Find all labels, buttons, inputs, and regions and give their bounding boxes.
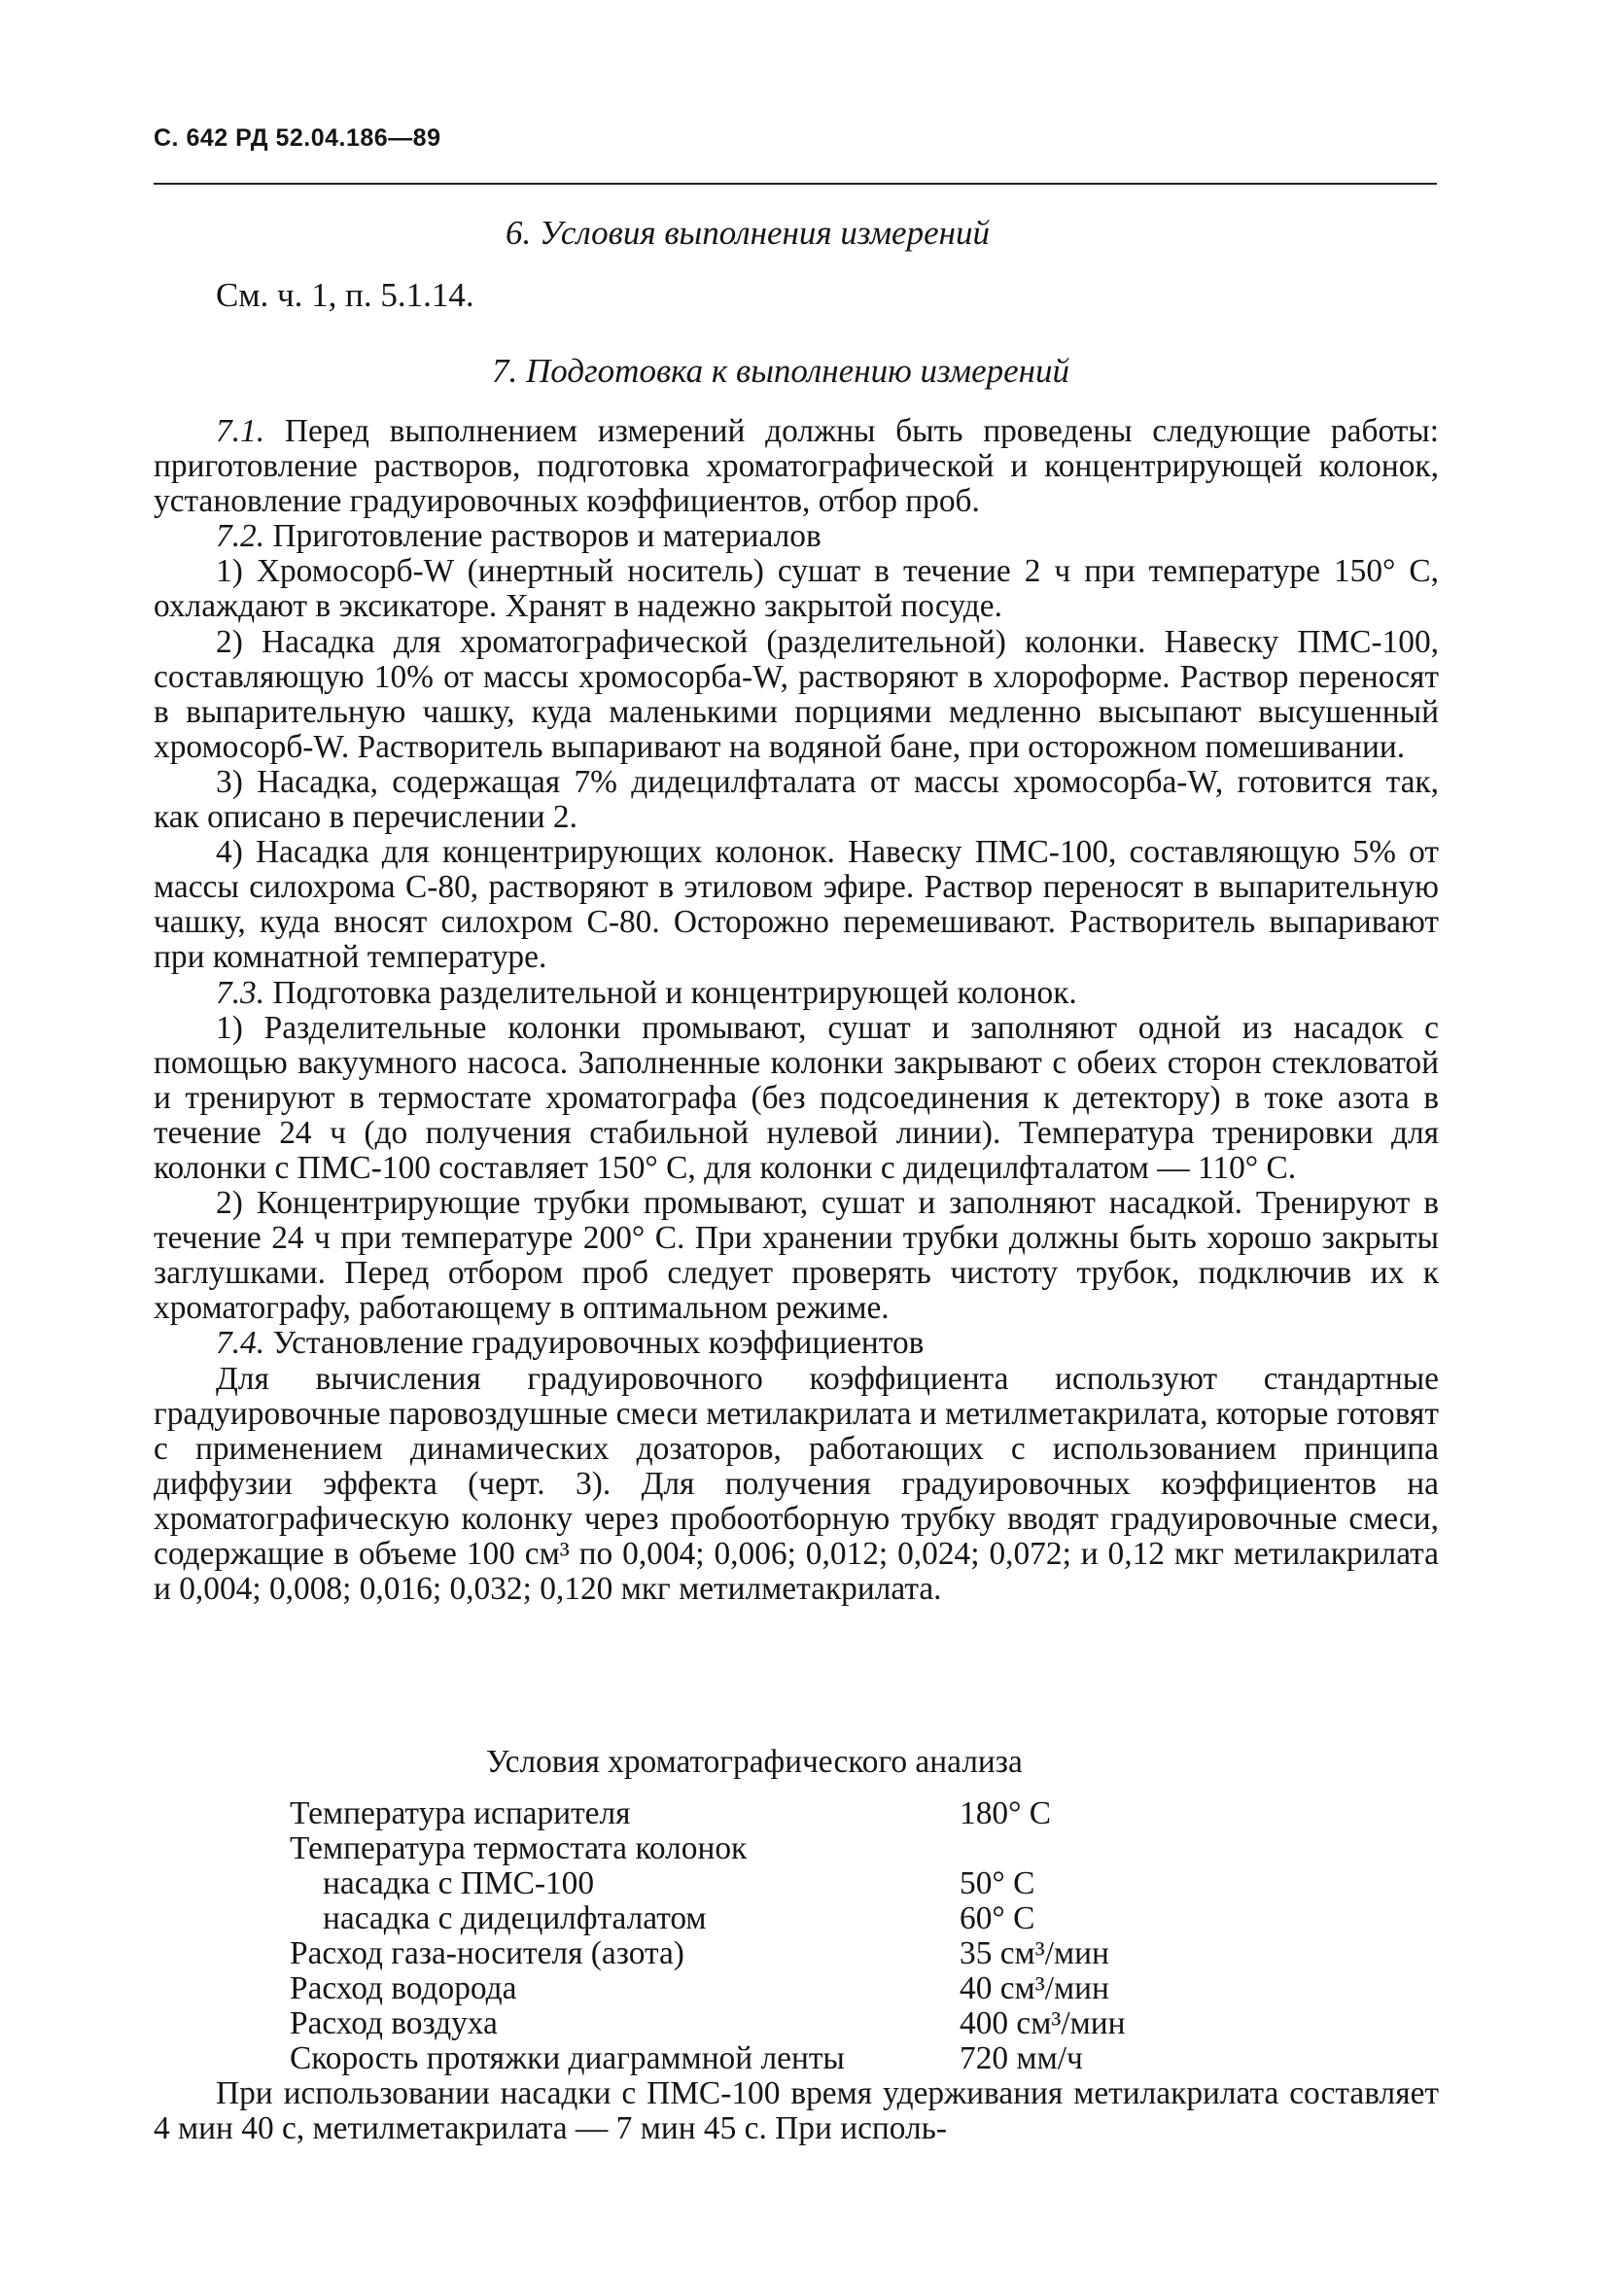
section-7-title: 7. Подготовка к выполнению измерений — [492, 352, 1070, 390]
clause-number: 7.1. — [216, 413, 265, 449]
paragraph — [154, 976, 1439, 1011]
paragraph — [154, 414, 1439, 519]
parameter-name: Скорость протяжки диаграммной ленты — [290, 2040, 845, 2076]
paragraph — [154, 1011, 1439, 1186]
paragraph-text: Для вычисления градуировочного коэффициента используют стандартные градуировочные паровоздушные смеси метилакрилата и метилметакрилата, которые готовят с применением динамических дозаторов, работающих с использованием принципа диффузии эффекта (черт. 3). Для получения градуировочных коэффициентов на хроматографическую колонку через пробоотборную трубку вводят градуировочные смеси, содержащие в объеме 100 см³ по 0,004; 0,006; 0,012; 0,024; 0,072; и 0,12 мкг метилакрилата и 0,004; 0,008; 0,016; 0,032; 0,120 мкг метилметакрилата. — [154, 1360, 1439, 1608]
table-row — [290, 2006, 1126, 2041]
paragraph — [154, 554, 1439, 624]
page-header: С. 642 РД 52.04.186—89 — [154, 124, 441, 152]
paragraph — [154, 1326, 1439, 1361]
paragraph — [154, 625, 1439, 765]
clause-number: 7.2. — [216, 518, 265, 555]
paragraph-text: Перед выполнением измерений должны быть проведены следующие работы: приготовление растворов, подготовка хроматографической и концентрирующей колонок, установление градуировочных коэффициентов, отбор проб. — [154, 413, 1439, 520]
conditions-title: Условия хроматографического анализа — [486, 1744, 1023, 1780]
paragraph — [154, 1362, 1439, 1608]
table-row — [290, 1901, 1126, 1936]
paragraph-text: 3) Насадка, содержащая 7% дидецилфталата от массы хромосорба-W, готовится так, как описано в перечислении 2. — [154, 763, 1439, 836]
closing-paragraph: При использовании насадки с ПМС-100 время удерживания метилакрилата составляет 4 мин 40 с, метилметакрилата — 7 мин 45 с. При исполь- — [154, 2075, 1439, 2147]
clause-number: 7.4. — [216, 1325, 265, 1362]
section-6-reference: См. ч. 1, п. 5.1.14. — [216, 276, 474, 314]
parameter-name: насадка с ПМС-100 — [323, 1865, 595, 1901]
parameter-name: насадка с дидецилфталатом — [323, 1900, 707, 1936]
header-divider — [154, 183, 1437, 185]
paragraph-text: 2) Концентрирующие трубки промывают, сушат и заполняют насадкой. Тренируют в течение 24 ч при температуре 200° С. При хранении трубки должны быть хорошо закрыты заглушками. Перед отбором проб следует проверять чистоту трубок, подключив их к хроматографу, работающему в оптимальном режиме. — [154, 1185, 1439, 1327]
clause-number: 7.3. — [216, 974, 265, 1011]
section-6-title: 6. Условия выполнения измерений — [506, 214, 990, 252]
parameter-name: Температура термостата колонок — [290, 1830, 748, 1866]
parameter-value: 35 см³/мин — [960, 1935, 1109, 1971]
parameter-value: 50° С — [960, 1865, 1035, 1901]
paragraph-text: Подготовка разделительной и концентрирующей колонок. — [264, 974, 1077, 1011]
paragraph — [154, 765, 1439, 835]
parameter-name: Расход водорода — [290, 1970, 517, 2006]
parameter-value: 180° С — [960, 1795, 1052, 1831]
table-row — [290, 1936, 1126, 1971]
parameter-name: Расход воздуха — [290, 2005, 498, 2041]
parameter-value — [960, 1831, 1126, 1866]
paragraph — [154, 1186, 1439, 1326]
paragraph — [154, 835, 1439, 975]
conditions-table — [290, 1796, 1126, 2076]
table-row — [290, 2041, 1126, 2076]
parameter-value: 400 см³/мин — [960, 2005, 1126, 2041]
parameter-value: 720 мм/ч — [960, 2040, 1083, 2076]
table-row — [290, 1831, 1126, 1866]
paragraph-text: Установление градуировочных коэффициентов — [264, 1325, 925, 1362]
paragraph-text: 2) Насадка для хроматографической (разделительной) колонки. Навеску ПМС-100, составляющую 10% от массы хромосорба-W, растворяют в хлороформе. Раствор переносят в выпарительную чашку, куда маленькими порциями медленно высыпают высушенный хромосорб-W. Растворитель выпаривают на водяной бане, при осторожном помешивании. — [154, 623, 1439, 765]
section-7-body — [154, 414, 1439, 1607]
paragraph-text: 4) Насадка для концентрирующих колонок. Навеску ПМС-100, составляющую 5% от массы силохрома С-80, растворяют в этиловом эфире. Раствор переносят в выпарительную чашку, куда вносят силохром С-80. Осторожно перемешивают. Растворитель выпаривают при комнатной температуре. — [154, 834, 1439, 976]
paragraph — [154, 519, 1439, 554]
paragraph-text: 1) Разделительные колонки промывают, сушат и заполняют одной из насадок с помощью вакуумного насоса. Заполненные колонки закрывают с обеих сторон стекловатой и тренируют в термостате хроматографа (без подсоединения к детектору) в токе азота в течение 24 ч (до получения стабильной нулевой линии). Температура тренировки для колонки с ПМС-100 составляет 150° С, для колонки с дидецилфталатом — 110° С. — [154, 1009, 1439, 1186]
table-row — [290, 1796, 1126, 1831]
parameter-name: Температура испарителя — [290, 1795, 631, 1831]
table-row — [290, 1971, 1126, 2006]
table-row — [290, 1866, 1126, 1901]
parameter-value: 60° С — [960, 1900, 1035, 1936]
parameter-name: Расход газа-носителя (азота) — [290, 1935, 684, 1971]
paragraph-text: Приготовление растворов и материалов — [264, 518, 821, 555]
parameter-value: 40 см³/мин — [960, 1970, 1109, 2006]
paragraph-text: 1) Хромосорб-W (инертный носитель) сушат в течение 2 ч при температуре 150° С, охлаждают в эксикаторе. Хранят в надежно закрытой посуде. — [154, 553, 1439, 625]
